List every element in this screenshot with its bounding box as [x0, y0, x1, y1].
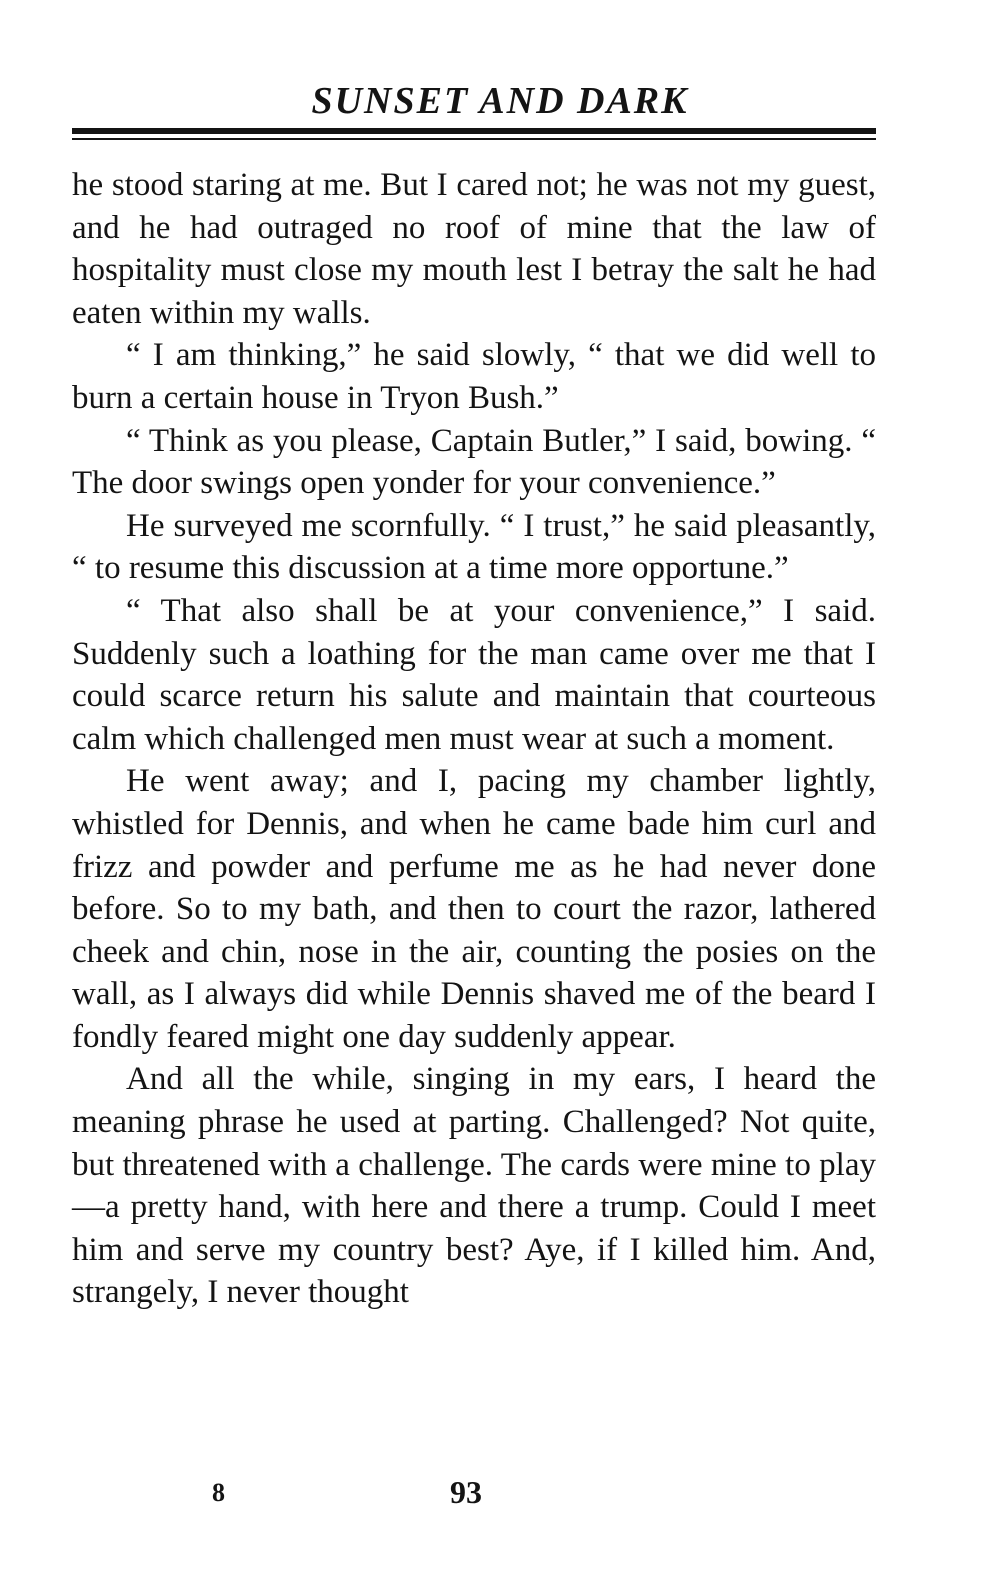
signature-mark: 8	[212, 1478, 225, 1507]
paragraph: And all the while, singing in my ears, I heard the meaning phrase he used at parting. Challenged? Not quite, but threatened with a challenge. The cards were mine to play—a pretty hand, with here and there a trump. Could I meet him and serve my country best? Aye, if I killed him. And, strangely, I never thought	[72, 1061, 876, 1311]
page-footer	[0, 1474, 1000, 1518]
page-number: 93	[450, 1474, 482, 1510]
running-head-title: SUNSET AND DARK	[311, 80, 689, 122]
header-rule-thick	[72, 128, 876, 134]
paragraph: He surveyed me scornfully. “ I trust,” he said pleasantly, “ to resume this discussion at a time more opportune.”	[72, 507, 876, 587]
paragraph: he stood staring at me. But I cared not; he was not my guest, and he had outraged no roof of mine that the law of hospitality must close my mouth lest I betray the salt he had eaten within my walls.	[72, 167, 876, 331]
body-text	[72, 164, 876, 1314]
paragraph: “ That also shall be at your convenience,” I said. Suddenly such a loathing for the man came over me that I could scarce return his salute and maintain that courteous calm which challenged men must wear at such a moment.	[72, 592, 876, 757]
paragraph: “ I am thinking,” he said slowly, “ that we did well to burn a certain house in Tryon Bush.”	[72, 337, 876, 416]
header-rule-thin	[72, 138, 876, 140]
paragraph: He went away; and I, pacing my chamber lightly, whistled for Dennis, and when he came bade him curl and frizz and powder and perfume me as he had never done before. So to my bath, and then to court the razor, lathered cheek and chin, nose in the air, counting the posies on the wall, as I always did while Dennis shaved me of the beard I fondly feared might one day suddenly appear.	[72, 763, 876, 1055]
paragraph: “ Think as you please, Captain Butler,” I said, bowing. “ The door swings open yonder for your convenience.”	[72, 422, 876, 502]
